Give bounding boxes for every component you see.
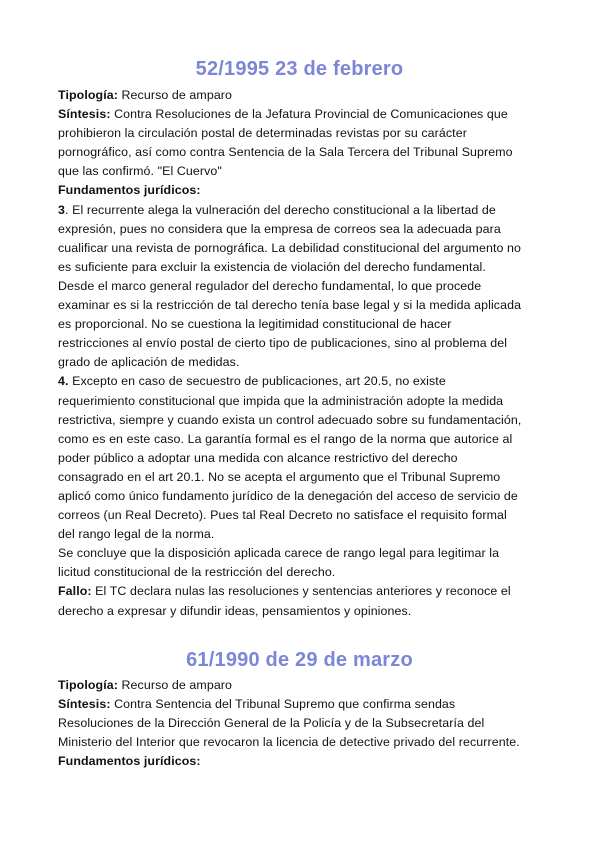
tipologia-label: Tipología: [58,88,118,102]
paragraph-text: como es en este caso. La garantía formal es el rango de la norma que autorice al [58,431,513,446]
paragraph-number: 3 [58,202,65,217]
conclusion-text: licitud constitucional de la restricción del derecho. [58,565,336,580]
sintesis-text: Resoluciones de la Dirección General de la Policía y de la Subsecretaría del [58,716,485,731]
section1-body [58,86,548,621]
tipologia-value: Recurso de amparo [117,88,233,102]
paragraph-text: Excepto en caso de secuestro de publicaciones, art 20.5, no existe [68,374,446,389]
sintesis-text: prohibieron la circulación postal de determinadas revistas por su carácter [58,126,467,141]
paragraph-text: cualificar una revista de pornográfica. La debilidad constitucional del argumento no [58,240,522,255]
sintesis-text: pornográfico, así como contra Sentencia de la Sala Tercera del Tribunal Supremo [58,145,513,160]
paragraph-3-line [58,201,548,220]
paragraph-text: poder público a adoptar una medida con alcance restrictivo del derecho [58,450,458,465]
paragraph-text: restricciones al envío postal de cierto tipo de publicaciones, sino al problema del [58,336,508,351]
paragraph-text: . El recurrente alega la vulneración del derecho constitucional a la libertad de [65,202,496,217]
sintesis-label: Síntesis: [58,697,111,712]
section2-body [58,676,548,771]
paragraph-text: aplicó como único fundamento jurídico de la denegación del acceso de servicio de [58,488,518,503]
paragraph-text: examinar es si la restricción de tal derecho tenía base legal y si la medida aplicada [58,298,522,313]
tipologia-value: Recurso de amparo [117,678,233,692]
fallo-label: Fallo: [58,584,92,599]
paragraph-text: consagrado en el art 20.1. No se acepta el argumento que el Tribunal Supremo [58,469,501,484]
paragraph-text: correos (un Real Decreto). Pues tal Real Decreto no satisface el requisito formal [58,508,507,523]
tipologia-line [58,86,548,105]
sintesis-text: Contra Sentencia del Tribunal Supremo que confirma sendas [110,697,456,712]
paragraph-text: grado de aplicación de medidas. [58,355,240,370]
paragraph-text: es suficiente para excluir la existencia de violación del derecho fundamental. [58,259,486,274]
sintesis-text: Contra Resoluciones de la Jefatura Provincial de Comunicaciones que [110,107,508,122]
paragraph-text: requerimiento constitucional que impida que la administración adopte la medida [58,393,504,408]
sintesis-label: Síntesis: [58,107,111,122]
sintesis-text: que las confirmó. "El Cuervo" [58,164,222,179]
paragraph-4-line [58,372,548,391]
sintesis-line [58,105,548,124]
paragraph-text: restrictiva, siempre y cuando exista un control adecuado sobre su fundamentación, [58,412,522,427]
paragraph-number: 4. [58,374,69,389]
section2-title: 61/1990 de 29 de marzo [186,649,413,671]
paragraph-text: Desde el marco general regulador del derecho fundamental, lo que procede [58,278,482,293]
sintesis-text: Ministerio del Interior que revocaron la licencia de detective privado del recurrente. [58,735,520,750]
paragraph-text: es proporcional. No se cuestiona la legitimidad constitucional de hacer [58,317,452,332]
fallo-text: derecho a expresar y difundir ideas, pensamientos y opiniones. [58,603,412,618]
paragraph-text: expresión, pues no considera que la empresa de correos sea la adecuada para [58,221,501,236]
conclusion-text: Se concluye que la disposición aplicada carece de rango legal para legitimar la [58,546,500,561]
sintesis-line [58,695,548,714]
fundamentos-label: Fundamentos jurídicos: [58,754,201,769]
paragraph-text: del rango legal de la norma. [58,527,215,542]
fundamentos-label: Fundamentos jurídicos: [58,183,201,198]
tipologia-line [58,676,548,695]
section1-title: 52/1995 23 de febrero [195,58,404,80]
tipologia-label: Tipología: [58,678,118,692]
fallo-line [58,582,548,601]
fallo-text: El TC declara nulas las resoluciones y sentencias anteriores y reconoce el [91,584,511,599]
